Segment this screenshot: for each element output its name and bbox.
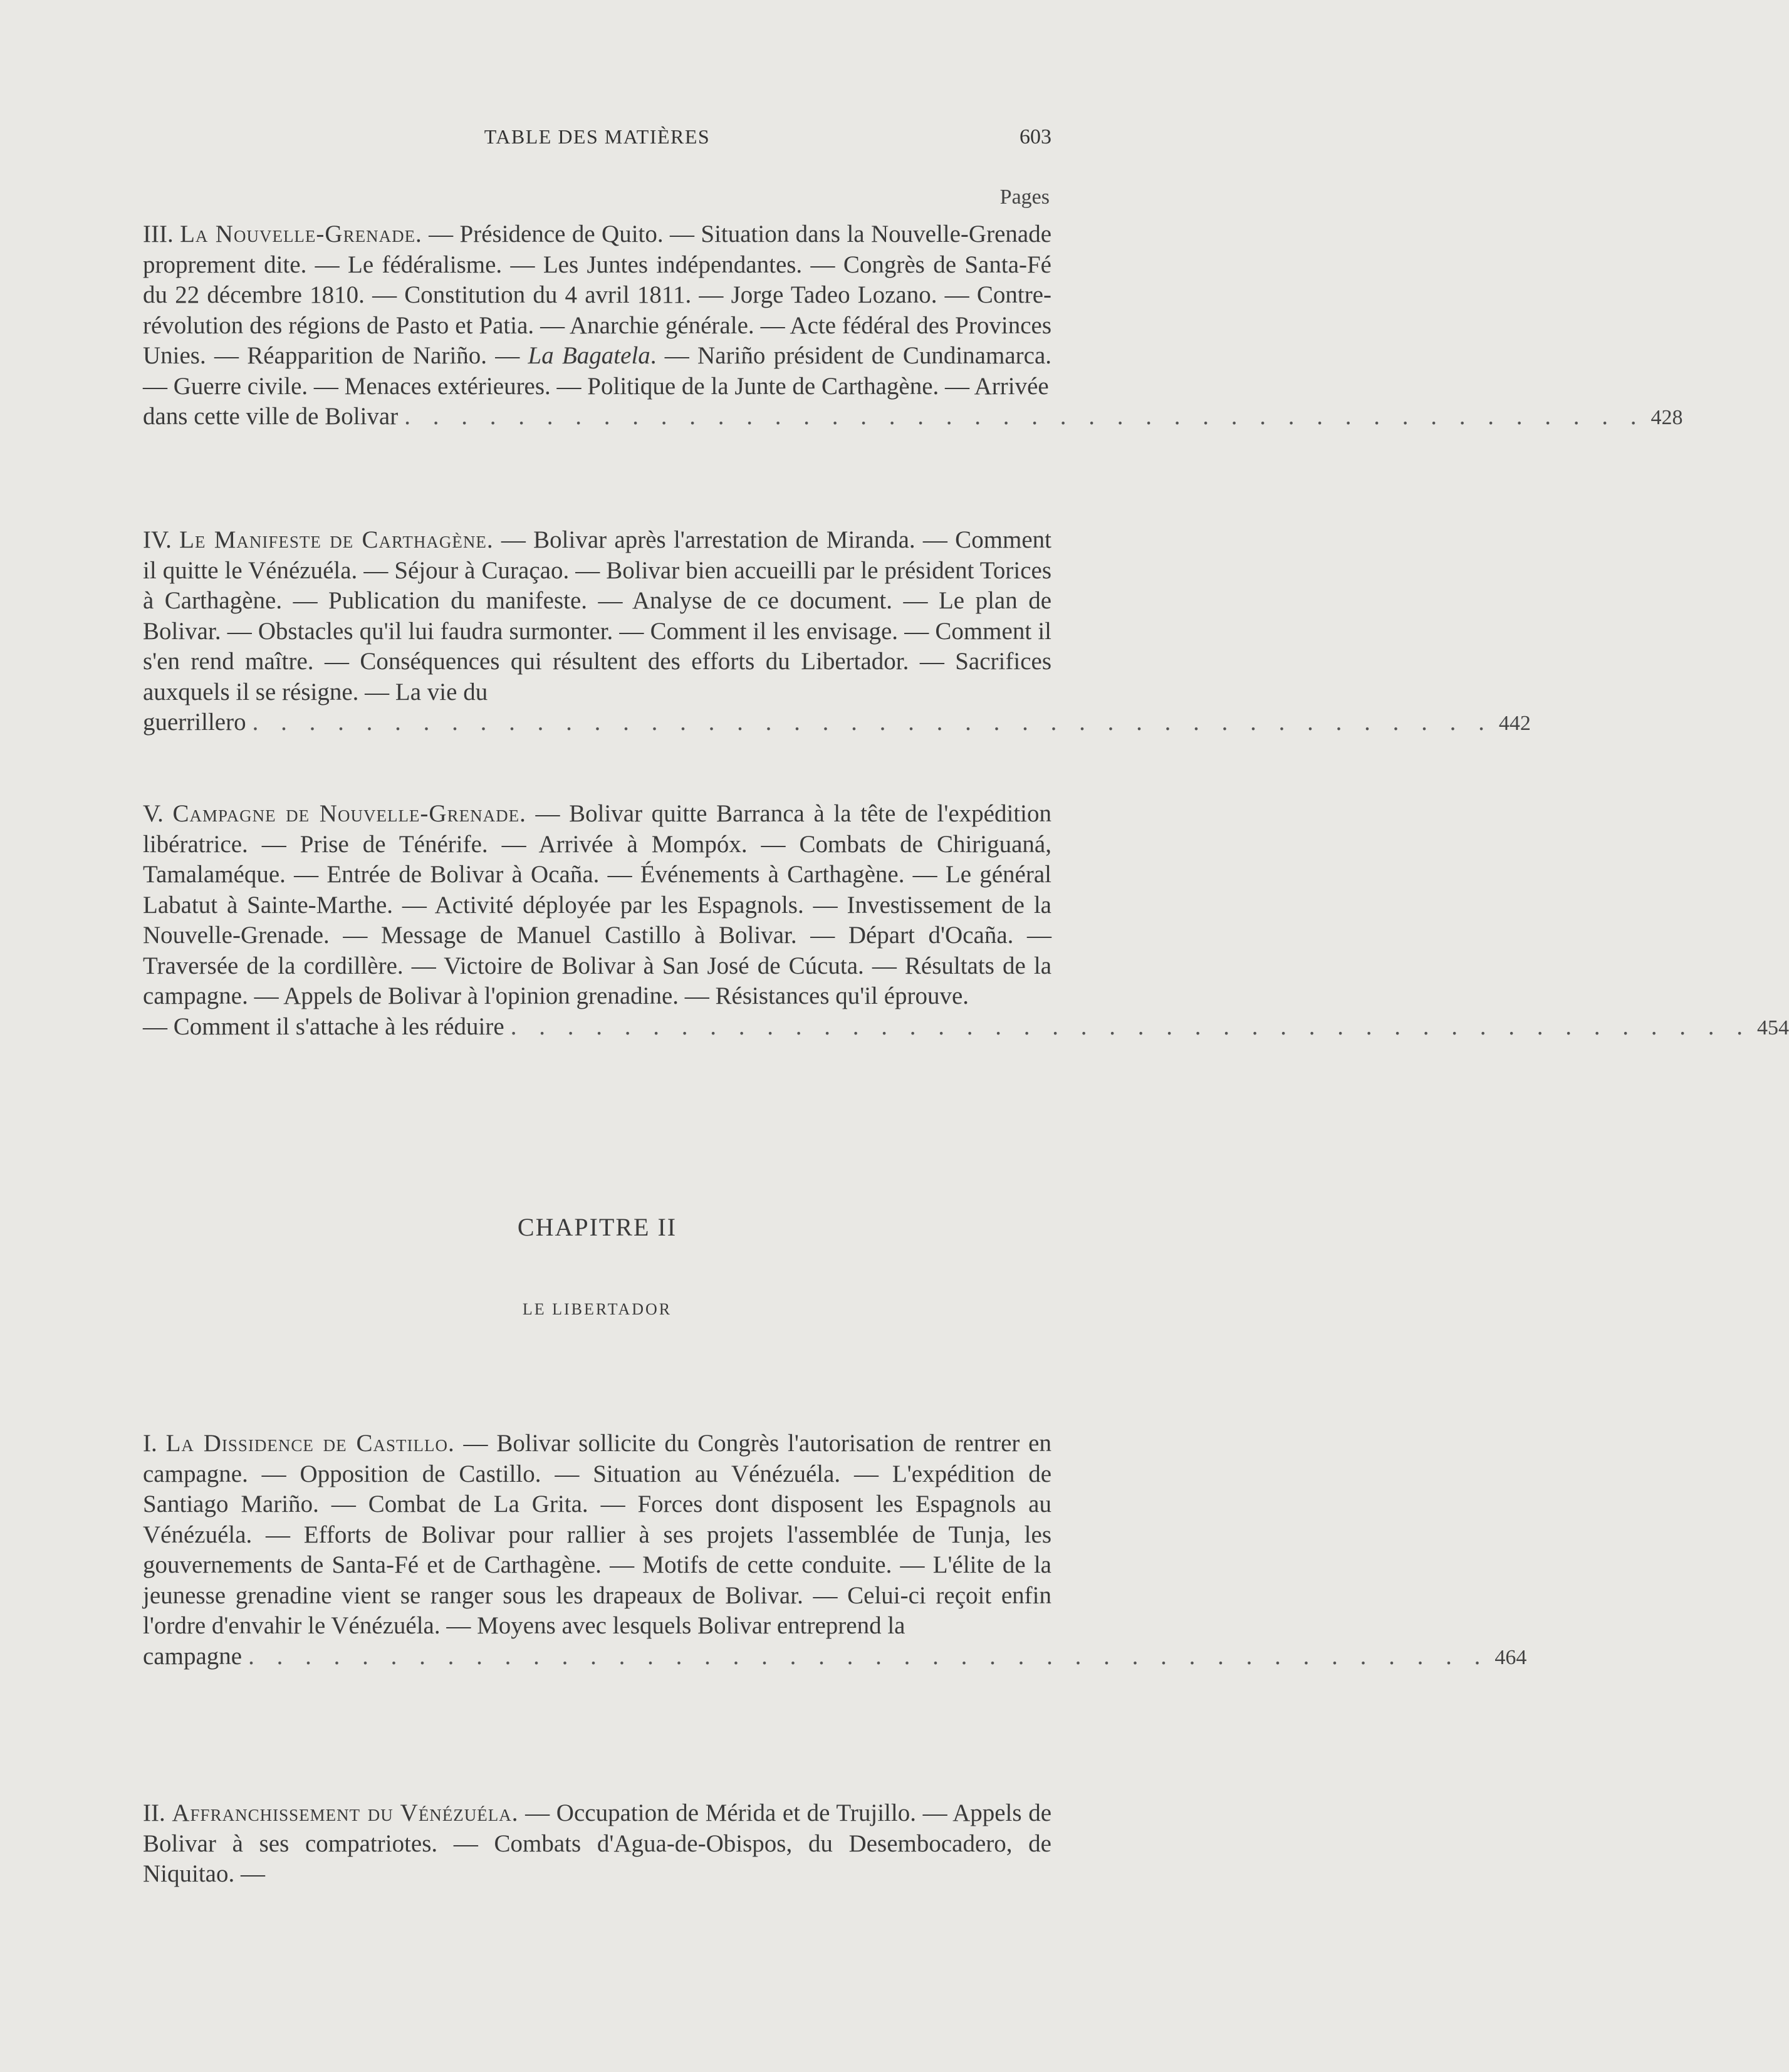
dot-leader: . . . . . . . . . . . . . . . . . . . . . . . . . . . . . . . . . . . . . . . . . . . .	[248, 1642, 1489, 1670]
entry-text: — Bolivar quitte Barranca à la tête de l'expédition libératrice. — Prise de Ténérife. — Arrivée à Mompóx. — Combats de Chiriguaná, Tamalaméque. — Entrée de Bolivar à Ocaña. — Événements à Carthagène. — Le général Labatut à Sainte-Marthe. — Activité déployée par les Espagnols. — Investissement de la Nouvelle-Grenade. — Message de Manuel Castillo à Bolivar. — Départ d'Ocaña. — Traversée de la cordillère. — Victoire de Bolivar à San José de Cúcuta. — Résultats de la campagne. — Appels de Bolivar à l'opinion grenadine. — Résistances qu'il éprouve.	[143, 800, 1051, 1009]
entry-heading: La Nouvelle-Grenade.	[180, 221, 422, 247]
entry-leader-line	[143, 1642, 1527, 1674]
entry-last-line: campagne	[143, 1642, 243, 1670]
entry-leader-line	[143, 1012, 1789, 1044]
entry-page-number: 442	[1498, 712, 1531, 735]
running-title: TABLE DES MATIÈRES	[484, 125, 711, 148]
entry-last-line: — Comment il s'attache à les réduire	[143, 1013, 504, 1040]
dot-leader: . . . . . . . . . . . . . . . . . . . . . . . . . . . . . . . . . . . . . . . . . . . .	[404, 403, 1645, 430]
entry-leader-line	[143, 707, 1531, 739]
entry-page-number: 428	[1651, 406, 1683, 429]
running-head	[143, 125, 1051, 157]
entry-numeral: V.	[143, 800, 164, 827]
entry-numeral: III.	[143, 221, 174, 247]
entry-last-line: guerrillero	[143, 709, 246, 736]
entry-page-number: 454	[1756, 1016, 1789, 1039]
entry-heading: Affranchissement du Vénézuéla.	[172, 1799, 519, 1826]
entry-text: — Bolivar sollicite du Congrès l'autorisation de rentrer en campagne. — Opposition de Castillo. — Situation au Vénézuéla. — L'expédition de Santiago Mariño. — Combat de La Grita. — Forces dont disposent les Espagnols au Vénézuéla. — Efforts de Bolivar pour rallier à ses projets l'assemblée de Tunja, les gouvernements de Santa-Fé et de Carthagène. — Motifs de cette conduite. — L'élite de la jeunesse grenadine vient se ranger sous les drapeaux de Bolivar. — Celui-ci reçoit enfin l'ordre d'envahir le Vénézuéla. — Moyens avec lesquels Bolivar entreprend la	[143, 1430, 1051, 1639]
entry-text: — Occupation de Mérida et de Trujillo. — Appels de Bolivar à ses compatriotes. — Combats d'Agua-de-Obispos, du Desembocadero, de Niquitao. —	[143, 1799, 1052, 1887]
chapter-subtitle: LE LIBERTADOR	[522, 1300, 672, 1318]
chapter-title: CHAPITRE II	[517, 1213, 677, 1241]
entry-heading: Campagne de Nouvelle-Grenade.	[172, 800, 526, 827]
dot-leader: . . . . . . . . . . . . . . . . . . . . . . . . . . . . . . . . . . . . . . . . . . . .	[510, 1013, 1751, 1040]
entry-last-line: dans cette ville de Bolivar	[143, 403, 399, 430]
entry-numeral: IV.	[143, 526, 172, 553]
entry-numeral: II.	[143, 1799, 165, 1826]
entry-heading: La Dissidence de Castillo.	[165, 1430, 455, 1457]
entry-leader-line	[143, 402, 1683, 434]
toc-entry	[143, 799, 1789, 1043]
entry-italic-title: La Bagatela	[528, 342, 650, 369]
entry-page-number: 464	[1494, 1645, 1527, 1669]
entry-text-after: . — Nariño président de Cundinamarca. — Guerre civile. — Menaces extérieures. — Politique de la Junte de Carthagène. — Arrivée	[143, 342, 1051, 400]
page-number: 603	[1020, 125, 1051, 148]
toc-entry	[143, 1429, 1527, 1673]
entry-text: — Présidence de Quito. — Situation dans la Nouvelle-Grenade proprement dite. — Le fédéralisme. — Les Juntes indépendantes. — Congrès de Santa-Fé du 22 décembre 1810. — Constitution du 4 avril 1811. — Jorge Tadeo Lozano. — Contre-révolution des régions de Pasto et Patia. — Anarchie générale. — Acte fédéral des Provinces Unies. — Réapparition de Nariño. —	[143, 221, 1051, 369]
toc-entry	[143, 525, 1531, 739]
entry-text: — Bolivar après l'arrestation de Miranda. — Comment il quitte le Vénézuéla. — Séjour à Curaçao. — Bolivar bien accueilli par le président Torices à Carthagène. — Publication du manifeste. — Analyse de ce document. — Le plan de Bolivar. — Obstacles qu'il lui faudra surmonter. — Comment il les envisage. — Comment il s'en rend maître. — Conséquences qui résultent des efforts du Libertador. — Sacrifices auxquels il se résigne. — La vie du	[143, 526, 1052, 705]
toc-entry	[143, 219, 1683, 434]
entry-numeral: I.	[143, 1430, 157, 1457]
entry-heading: Le Manifeste de Carthagène.	[179, 526, 494, 553]
dot-leader: . . . . . . . . . . . . . . . . . . . . . . . . . . . . . . . . . . . . . . . . . . . .	[252, 709, 1493, 736]
toc-entry	[143, 1798, 1051, 1890]
pages-column-label: Pages	[999, 185, 1050, 209]
